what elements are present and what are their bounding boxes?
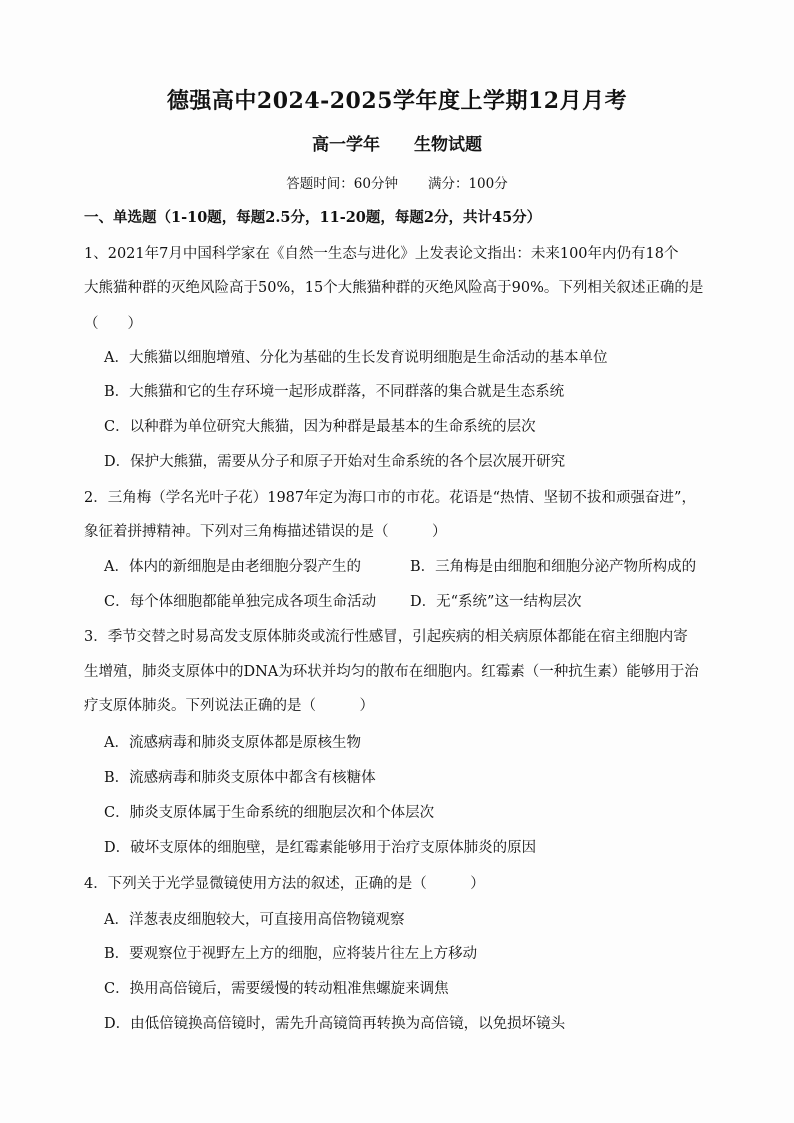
exam-score: 满分：100分 (427, 176, 508, 192)
question-2-stem-line-1: 2．三角梅（学名光叶子花）1987年定为海口市的市花。花语是“热情、坚韧不拔和顽强奋进”， (84, 490, 696, 506)
question-2-option-c: C．每个体细胞都能单独完成各项生命活动 (104, 594, 377, 610)
question-2-option-d: D．无“系统”这一结构层次 (410, 594, 582, 610)
question-1-option-c: C．以种群为单位研究大熊猫，因为种群是最基本的生命系统的层次 (104, 419, 536, 435)
question-4-option-c: C．换用高倍镜后，需要缓慢的转动粗准焦螺旋来调焦 (104, 981, 449, 997)
question-1-stem-line-2: 大熊猫种群的灭绝风险高于50%，15个大熊猫种群的灭绝风险高于90%。下列相关叙述正确的是 (84, 280, 704, 296)
question-2-option-a: A．体内的新细胞是由老细胞分裂产生的 (104, 559, 361, 575)
question-3-option-d: D．破坏支原体的细胞壁，是红霉素能够用于治疗支原体肺炎的原因 (104, 840, 537, 856)
question-4-stem-line-1: 4．下列关于光学显微镜使用方法的叙述，正确的是（ ） (84, 876, 485, 892)
question-2-stem-line-2: 象征着拼搏精神。下列对三角梅描述错误的是（ ） (84, 524, 447, 540)
question-4-option-a: A．洋葱表皮细胞较大，可直接用高倍物镜观察 (104, 912, 405, 928)
question-3-option-a: A．流感病毒和肺炎支原体都是原核生物 (104, 735, 361, 751)
question-4-option-d: D．由低倍镜换高倍镜时，需先升高镜筒再转换为高倍镜，以免损坏镜头 (104, 1016, 566, 1032)
question-1-answer-bracket: （ ） (84, 316, 142, 332)
exam-time: 答题时间：60分钟 (286, 176, 398, 192)
exam-title: 德强高中2024-2025学年度上学期12月月考 (166, 88, 628, 114)
question-3-option-b: B．流感病毒和肺炎支原体中都含有核糖体 (104, 770, 376, 786)
exam-meta (0, 172, 794, 192)
question-1-stem-line-1: 1、2021年7月中国科学家在《自然一生态与进化》上发表论文指出：未来100年内仍有18个 (84, 246, 679, 262)
grade-label: 高一学年 (312, 135, 380, 155)
exam-subtitle (0, 130, 794, 155)
question-1-option-a: A．大熊猫以细胞增殖、分化为基础的生长发育说明细胞是生命活动的基本单位 (104, 350, 608, 366)
section-heading: 一、单选题（1-10题，每题2.5分，11-20题，每题2分，共计45分） (84, 209, 542, 226)
question-1-option-d: D．保护大熊猫，需要从分子和原子开始对生命系统的各个层次展开研究 (104, 454, 566, 470)
question-1-option-b: B．大熊猫和它的生存环境一起形成群落，不同群落的集合就是生态系统 (104, 384, 565, 400)
question-3-stem-line-2: 生增殖，肺炎支原体中的DNA为环状并均匀的散布在细胞内。红霉素（一种抗生素）能够用于治 (84, 664, 699, 680)
question-3-stem-line-1: 3．季节交替之时易高发支原体肺炎或流行性感冒，引起疾病的相关病原体都能在宿主细胞内寄 (84, 629, 688, 645)
subject-label: 生物试题 (414, 135, 482, 155)
question-4-option-b: B．要观察位于视野左上方的细胞，应将装片往左上方移动 (104, 946, 478, 962)
question-2-option-b: B．三角梅是由细胞和细胞分泌产物所构成的 (410, 559, 697, 575)
question-3-option-c: C．肺炎支原体属于生命系统的细胞层次和个体层次 (104, 805, 435, 821)
question-3-stem-line-3: 疗支原体肺炎。下列说法正确的是（ ） (84, 698, 374, 714)
